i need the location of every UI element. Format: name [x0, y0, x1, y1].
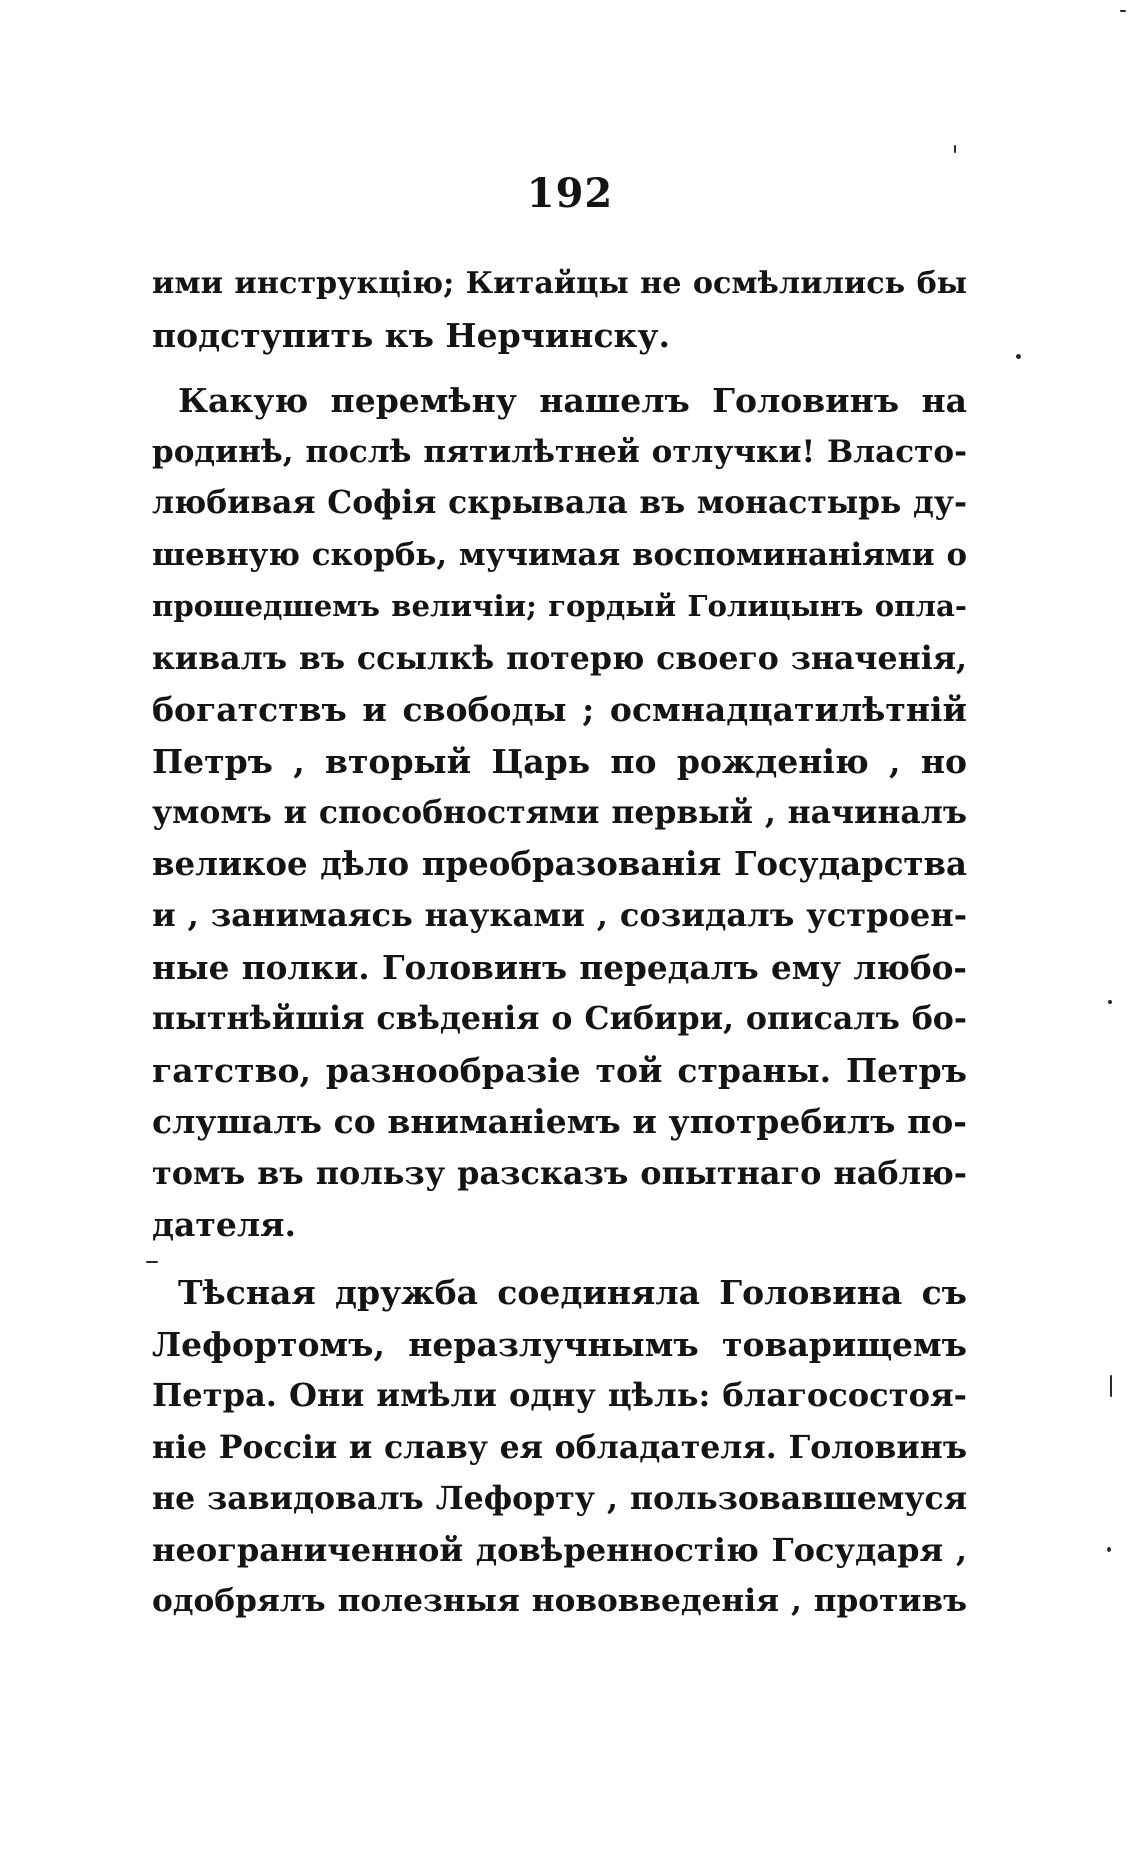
- text-line: неограниченной довѣренностію Государя ,: [152, 1530, 967, 1569]
- text-line: слушалъ со вниманіемъ и употребилъ по-: [152, 1102, 967, 1141]
- text-line: ими инструкцію; Китайцы не осмѣлились бы: [152, 266, 967, 301]
- text-line: и , занимаясь науками , созидалъ устроен-: [152, 896, 967, 934]
- text-line: гатство, разнообразіе той страны. Петръ: [152, 1050, 967, 1090]
- text-line: томъ въ пользу разсказъ опытнаго наблю-: [152, 1153, 967, 1192]
- text-line: Петра. Они имѣли одну цѣль: благосостоя-: [152, 1376, 967, 1414]
- scan-speck: [1120, 10, 1126, 12]
- text-line: великое дѣло преобразованія Государства: [152, 844, 967, 883]
- text-line: не завидовалъ Лефорту , пользовавшемуся: [152, 1480, 967, 1517]
- text-line: шевную скорбь, мучимая воспоминаніями о: [152, 536, 967, 573]
- text-line: пытнѣйшія свѣденія о Сибири, описалъ бо-: [152, 1000, 967, 1037]
- text-line: кивалъ въ ссылкѣ потерю своего значенія,: [152, 639, 967, 677]
- text-line: богатствъ и свободы ; осмнадцатилѣтній: [152, 690, 967, 729]
- text-line: Тѣсная дружба соединяла Головина съ: [178, 1273, 967, 1312]
- scan-speck: [1016, 354, 1021, 359]
- scan-speck: [1108, 1000, 1112, 1004]
- text-line: прошедшемъ величіи; гордый Голицынъ опла-: [152, 589, 967, 623]
- text-line: Лефортомъ, неразлучнымъ товарищемъ: [152, 1324, 967, 1364]
- text-line: дателя.: [152, 1205, 296, 1244]
- text-line: умомъ и способностями первый , начиналъ: [152, 794, 967, 831]
- scan-speck: [146, 1261, 158, 1263]
- scan-speck: [1110, 1375, 1112, 1397]
- text-line: подступить къ Нерчинску.: [152, 315, 670, 355]
- text-line: Петръ , вторый Царь по рожденію , но: [152, 741, 967, 781]
- scan-speck: [1107, 1547, 1111, 1552]
- scan-speck: [954, 145, 956, 153]
- text-line: одобрялъ полезныя нововведенія , противъ: [152, 1583, 967, 1619]
- text-line: Какую перемѣну нашелъ Головинъ на: [178, 381, 967, 420]
- paragraph-continuation: [152, 258, 967, 361]
- paragraph-golovin-return: [152, 375, 967, 1251]
- text-line: родинѣ, послѣ пятилѣтней отлучки! Власто-: [152, 433, 967, 470]
- paragraph-lefort-friendship: [152, 1267, 967, 1628]
- text-line: ные полки. Головинъ передалъ ему любо-: [152, 947, 967, 987]
- text-line: ніе Россіи и славу ея обладателя. Головинъ: [152, 1428, 967, 1466]
- text-line: любивая Софія скрывала въ монастырь ду-: [152, 485, 967, 521]
- page-number: 192: [526, 170, 614, 217]
